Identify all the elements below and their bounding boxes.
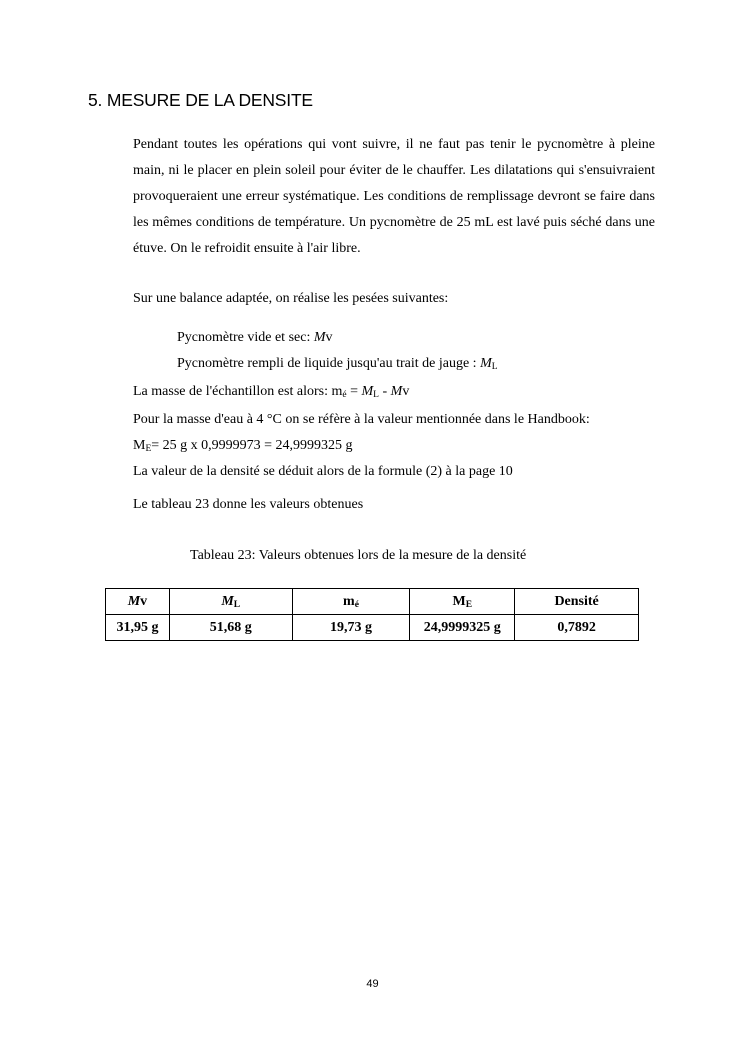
symbol-M: M [127, 593, 141, 609]
paragraph-pycnometer-prep-text: Un pycnomètre de 25 mL est lavé puis séché dans une étuve. On le refroidit ensuite à l'air libre. [133, 215, 655, 256]
symbol-m: m [331, 384, 343, 399]
weighing-rempli [177, 356, 498, 372]
symbol-M: M [313, 330, 326, 345]
cell-densite: 0,7892 [515, 615, 639, 641]
paragraph-precautions-text: Pendant toutes les opérations qui vont suivre, il ne faut pas tenir le pycnomètre à pleine main, ni le placer en plein soleil pour éviter de le chauffer. Les dilatations qui s'ensuivraient provoqueraient une erreur systématique. Les conditions de remplissage devront se faire dans les mêmes conditions de température. [133, 137, 655, 230]
me-calc-value: = 25 g x 0,9999973 = 24,9999325 g [151, 438, 353, 453]
densite-formula-text: La valeur de la densité se déduit alors de la formule (2) à la page 10 [133, 464, 513, 479]
table-row [106, 615, 639, 641]
symbol-M: M [221, 593, 234, 609]
subscript-E: E [145, 444, 152, 454]
header-me [410, 589, 515, 615]
tableau-intro: Le tableau 23 donne les valeurs obtenues [133, 497, 364, 512]
masse-echantillon-label: La masse de l'échantillon est alors: [133, 384, 332, 399]
section-heading: 5. MESURE DE LA DENSITE [88, 90, 313, 110]
table-caption: Tableau 23: Valeurs obtenues lors de la mesure de la densité [190, 548, 527, 563]
density-table [105, 588, 639, 641]
subscript-e-acute: é [342, 390, 347, 400]
symbol-M: M [133, 438, 146, 453]
symbol-m: m [343, 593, 355, 609]
symbol-v: v [402, 384, 410, 399]
symbol-v: v [140, 593, 148, 609]
header-densite: Densité [515, 589, 639, 615]
symbol-M: M [390, 384, 403, 399]
page-number: 49 [366, 978, 379, 990]
subscript-L: L [373, 390, 379, 400]
symbol-M: M [452, 593, 466, 609]
table-header-row [106, 589, 639, 615]
weighing-vide-label: Pycnomètre vide et sec: [177, 330, 314, 345]
cell-me-acute: 19,73 g [292, 615, 410, 641]
cell-me: 24,9999325 g [410, 615, 515, 641]
subscript-L: L [233, 599, 241, 610]
symbol-minus: - [378, 384, 391, 399]
paragraph-precautions [133, 132, 655, 262]
header-ml [169, 589, 292, 615]
symbol-M: M [361, 384, 374, 399]
symbol-M: M [480, 356, 492, 371]
header-mv [106, 589, 170, 615]
me-calculation [133, 438, 353, 454]
symbol-equals: = [346, 384, 362, 399]
masse-eau-text: Pour la masse d'eau à 4 °C on se réfère à la valeur mentionnée dans le Handbook: [133, 412, 590, 427]
header-me-acute [292, 589, 410, 615]
paragraph-pesees: Sur une balance adaptée, on réalise les pesées suivantes: [133, 291, 449, 306]
subscript-L: L [491, 362, 498, 372]
masse-echantillon-formula [133, 384, 409, 400]
subscript-e-acute: é [354, 599, 359, 610]
subscript-E: E [465, 599, 473, 610]
cell-mv: 31,95 g [106, 615, 170, 641]
symbol-v: v [325, 330, 333, 345]
weighing-rempli-label: Pycnomètre rempli de liquide jusqu'au trait de jauge : [177, 356, 481, 371]
weighing-vide [177, 330, 333, 346]
cell-ml: 51,68 g [169, 615, 292, 641]
